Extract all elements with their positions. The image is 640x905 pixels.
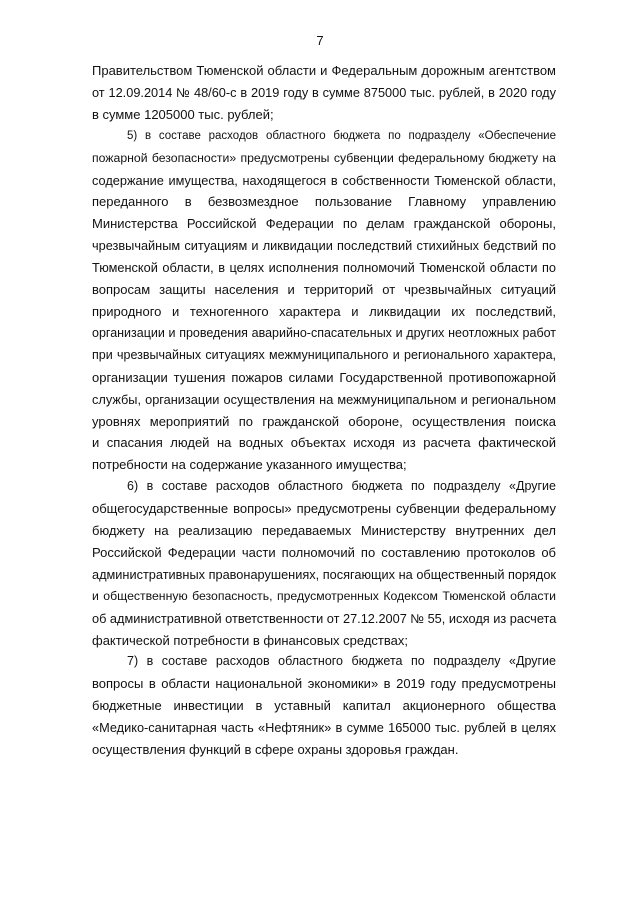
text-line: уровнях мероприятий по гражданской обороне, осуществления поиска [92,413,556,429]
text-line: 5) в составе расходов областного бюджета по подразделу «Обеспечение [127,129,556,142]
page-number: 7 [316,33,324,48]
text-line: от 12.09.2014 № 48/60-с в 2019 году в сумме 875000 тыс. рублей, в 2020 году [92,84,556,100]
text-line: и спасания людей на водных объектах исходя из расчета фактической [92,435,556,451]
text-line: бюджетные инвестиции в уставный капитал акционерного общества [92,698,556,714]
text-line: службы, организации осуществления на межмуниципальном и региональном [92,391,556,407]
text-line: фактической потребности в финансовых средствах; [92,632,408,648]
text-line: организации и проведения аварийно-спасательных и других неотложных работ [92,325,556,340]
text-line: бюджету на реализацию передаваемых Министерству внутренних дел [92,523,556,539]
text-line: Тюменской области, в целях исполнения полномочий Тюменской области по [92,260,556,276]
text-line: в сумме 1205000 тыс. рублей; [92,106,274,122]
text-line: организации тушения пожаров силами Государственной противопожарной [92,369,556,385]
text-line: Правительством Тюменской области и Федеральным дорожным агентством [92,63,556,78]
text-line: потребности на содержание указанного имущества; [92,457,407,473]
text-line: вопросам защиты населения и территорий от чрезвычайных ситуаций [92,282,556,298]
text-line: «Медико-санитарная часть «Нефтяник» в сумме 165000 тыс. рублей в целях [92,720,556,736]
document-body [92,60,556,761]
text-line: и общественную безопасность, предусмотренных Кодексом Тюменской области [92,588,556,603]
text-line: при чрезвычайных ситуациях межмуниципального и регионального характера, [92,347,556,362]
text-line: Министерства Российской Федерации по делам гражданской обороны, [92,216,556,232]
text-line: осуществления функций в сфере охраны здоровья граждан. [92,742,459,758]
text-line: административных правонарушениях, посягающих на общественный порядок [92,566,556,582]
text-line: вопросы в области национальной экономики» в 2019 году предусмотрены [92,676,556,692]
text-line: природного и техногенного характера и ликвидации их последствий, [92,303,556,319]
paragraph-item-6 [92,476,556,651]
text-line: чрезвычайным ситуациям и ликвидации последствий стихийных бедствий по [92,238,556,254]
text-line: содержание имущества, находящегося в собственности Тюменской области, [92,172,556,188]
paragraph-continuation [92,60,556,126]
text-line: об административной ответственности от 27.12.2007 № 55, исходя из расчета [92,610,557,626]
text-line: переданного в безвозмездное пользование Главному управлению [92,194,556,210]
paragraph-item-7 [92,651,556,761]
text-line: пожарной безопасности» предусмотрены субвенции федеральному бюджету на [92,150,556,165]
text-line: общегосударственные вопросы» предусмотрены субвенции федеральному [92,501,556,517]
text-line: 7) в составе расходов областного бюджета по подразделу «Другие [127,654,556,669]
text-line: Российской Федерации части полномочий по составлению протоколов об [92,544,556,560]
text-line: 6) в составе расходов областного бюджета по подразделу «Другие [127,479,556,494]
paragraph-item-5 [92,126,556,477]
